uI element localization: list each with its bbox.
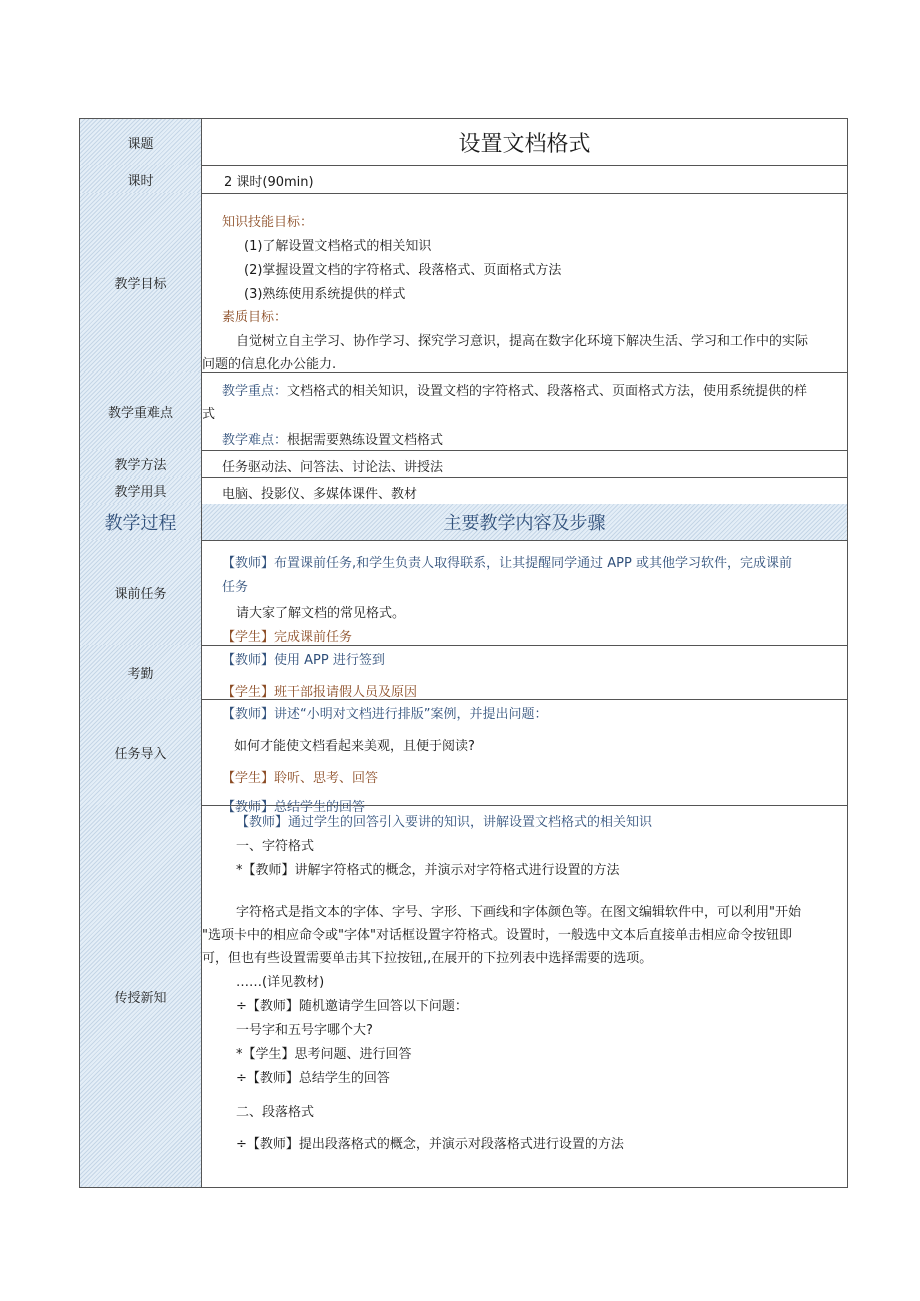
label-hours: 课时 bbox=[80, 165, 202, 193]
paragraph-line: 可，但也有些设置需要单击其下拉按钮,,在展开的下拉列表中选择需要的选项。 bbox=[202, 951, 653, 966]
label-title: 课题 bbox=[80, 119, 202, 165]
teaching-line: ÷【教师】随机邀请学生回答以下问题： bbox=[236, 999, 468, 1014]
methods-value: 任务驱动法、问答法、讨论法、讲授法 bbox=[222, 460, 444, 475]
header-content: 主要教学内容及步骤 bbox=[202, 504, 847, 540]
section-heading: 二、段落格式 bbox=[236, 1105, 315, 1120]
objective-item: (2)掌握设置文档的字符格式、段落格式、页面格式方法 bbox=[244, 263, 562, 278]
header-process: 教学过程 bbox=[80, 504, 202, 540]
pretask-student: 【学生】完成课前任务 bbox=[222, 630, 353, 645]
teaching-line: 一号字和五号字哪个大? bbox=[236, 1023, 373, 1038]
teaching-line: *【学生】思考问题、进行回答 bbox=[236, 1047, 412, 1062]
difficulty-text: 根据需要熟练设置文档格式 bbox=[287, 433, 444, 448]
course-title: 设置文档格式 bbox=[458, 131, 591, 157]
pretask-teacher-cont: 任务 bbox=[222, 580, 249, 595]
label-intro: 任务导入 bbox=[80, 699, 202, 805]
teaching-cell bbox=[202, 805, 847, 1187]
hours-value: 2 课时(90min) bbox=[224, 175, 314, 190]
label-teaching: 传授新知 bbox=[80, 805, 202, 1187]
focus-text-cont: 式 bbox=[202, 407, 216, 422]
tools-value: 电脑、投影仪、多媒体课件、教材 bbox=[222, 487, 418, 502]
intro-teacher-cut: 【教师】总结学生的回答 bbox=[222, 800, 366, 815]
objective-item: (3)熟练使用系统提供的样式 bbox=[244, 287, 406, 302]
difficulty-line bbox=[222, 429, 443, 448]
teaching-line: ÷【教师】提出段落格式的概念，并演示对段落格式进行设置的方法 bbox=[236, 1137, 624, 1152]
attendance-teacher: 【教师】使用 APP 进行签到 bbox=[222, 653, 385, 668]
hours-cell bbox=[202, 165, 847, 193]
section-heading: 一、字符格式 bbox=[236, 839, 315, 854]
intro-cell bbox=[202, 699, 847, 815]
tools-cell bbox=[202, 477, 847, 504]
quality-heading: 素质目标： bbox=[222, 310, 288, 325]
intro-teacher: 【教师】讲述“小明对文档进行排版”案例，并提出问题： bbox=[222, 707, 548, 722]
teaching-line: 【教师】通过学生的回答引入要讲的知识，讲解设置文档格式的相关知识 bbox=[236, 815, 653, 830]
keypoints-cell bbox=[202, 372, 847, 450]
knowledge-heading: 知识技能目标： bbox=[222, 215, 314, 230]
quality-text: 自觉树立自主学习、协作学习、探究学习意识，提高在数字化环境下解决生活、学习和工作中的实际 bbox=[236, 334, 809, 349]
difficulty-tag: 教学难点： bbox=[222, 433, 288, 448]
lesson-plan-table bbox=[79, 118, 848, 1188]
pretask-cell bbox=[202, 540, 847, 645]
intro-question: 如何才能使文档看起来美观，且便于阅读? bbox=[234, 739, 475, 754]
methods-cell bbox=[202, 450, 847, 477]
label-attendance: 考勤 bbox=[80, 645, 202, 699]
focus-line bbox=[222, 380, 807, 399]
teaching-line: *【教师】讲解字符格式的概念，并演示对字符格式进行设置的方法 bbox=[236, 863, 620, 878]
intro-student: 【学生】聆听、思考、回答 bbox=[222, 771, 379, 786]
label-pretask: 课前任务 bbox=[80, 540, 202, 645]
paragraph-line: 字符格式是指文本的字体、字号、字形、下画线和字体颜色等。在图文编辑软件中，可以利用"开始 bbox=[236, 905, 801, 920]
teaching-line: ÷【教师】总结学生的回答 bbox=[236, 1071, 390, 1086]
focus-tag: 教学重点： bbox=[222, 384, 288, 399]
teaching-line: ……(详见教材) bbox=[236, 975, 325, 990]
focus-text: 文档格式的相关知识，设置文档的字符格式、段落格式、页面格式方法，使用系统提供的样 bbox=[287, 384, 808, 399]
attendance-cell bbox=[202, 645, 847, 699]
label-tools: 教学用具 bbox=[80, 477, 202, 504]
label-keypoints: 教学重难点 bbox=[80, 372, 202, 450]
pretask-body: 请大家了解文档的常见格式。 bbox=[236, 606, 406, 621]
attendance-student: 【学生】班干部报请假人员及原因 bbox=[222, 685, 418, 700]
quality-text-cont: 问题的信息化办公能力. bbox=[202, 357, 337, 372]
label-methods: 教学方法 bbox=[80, 450, 202, 477]
objectives-cell bbox=[202, 193, 847, 372]
label-objectives: 教学目标 bbox=[80, 193, 202, 372]
paragraph-line: "选项卡中的相应命令或"字体"对话框设置字符格式。设置时，一般选中文本后直接单击相应命令按钮即 bbox=[202, 928, 792, 943]
pretask-teacher: 【教师】布置课前任务,和学生负责人取得联系，让其提醒同学通过 APP 或其他学习软件，完成课前 bbox=[222, 556, 792, 571]
objective-item: (1)了解设置文档格式的相关知识 bbox=[244, 239, 432, 254]
